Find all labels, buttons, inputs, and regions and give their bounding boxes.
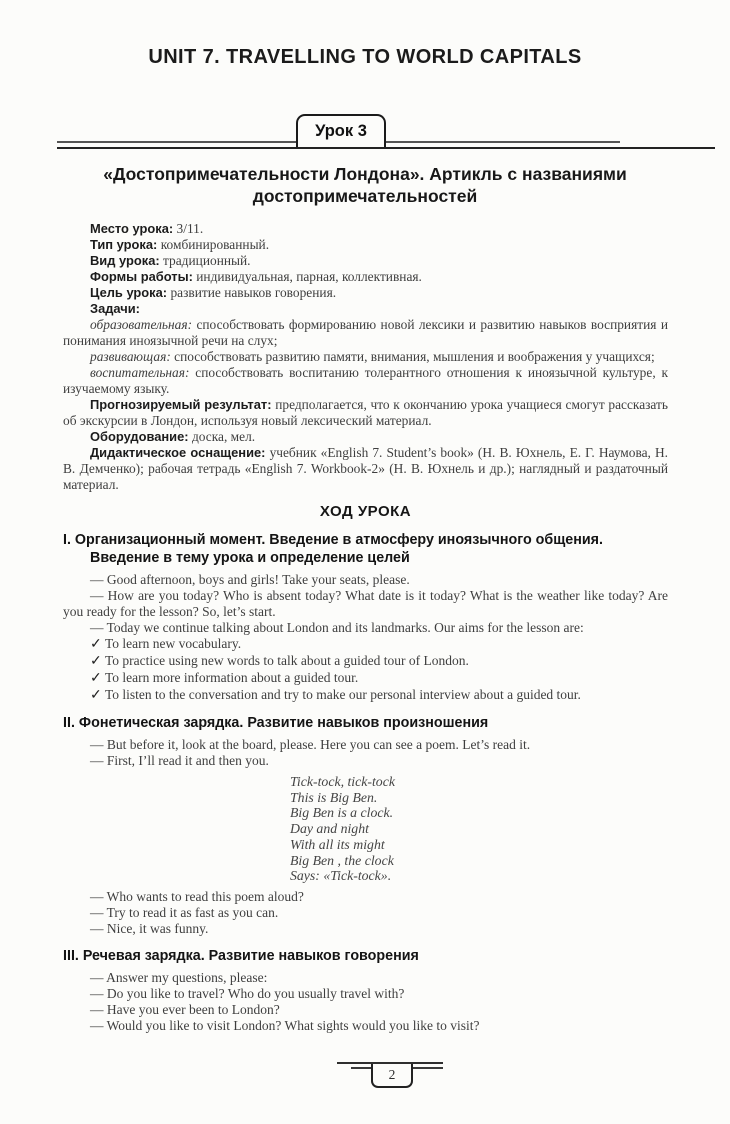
meta-value: комбинированный. — [160, 237, 270, 252]
page-number: 2 — [388, 1066, 396, 1082]
meta-label: Формы работы: — [90, 269, 193, 284]
course-of-lesson-heading: ХОД УРОКА — [319, 503, 412, 520]
meta-line-equipment — [63, 429, 668, 445]
dialogue-line: — Good afternoon, boys and girls! Take your seats, please. — [90, 572, 410, 587]
lesson-banner — [0, 112, 730, 149]
section-3-dialogue — [63, 970, 668, 1034]
poem-line: Big Ben is a clock. — [290, 805, 394, 821]
aim-item — [63, 636, 668, 653]
task-line-upbringing — [63, 365, 668, 397]
aim-item — [63, 670, 668, 687]
meta-value: предполагается, что к окончанию урока учащиеся смогут рассказать об экскурсии в Лондон, используя новый лексический материал. — [63, 397, 668, 428]
meta-line-didactic — [63, 445, 668, 493]
lesson-number-badge: Урок 3 — [296, 114, 386, 147]
meta-label: Задачи: — [90, 301, 140, 316]
task-text: способствовать формированию новой лексики и развитию навыков восприятия и понимания иноязычной речи на слух; — [63, 317, 668, 348]
lesson-title: «Достопримечательности Лондона». Артикль с названиями достопримечательностей — [103, 164, 627, 206]
meta-label: Прогнозируемый результат: — [90, 397, 272, 412]
meta-value: традиционный. — [163, 253, 251, 268]
aim-item — [63, 653, 668, 670]
dialogue-line: — Would you like to visit London? What sights would you like to visit? — [90, 1017, 480, 1033]
dialogue-line: — How are you today? Who is absent today? What date is it today? What is the weather like today? Are you ready for the lesson? So, let’s start. — [63, 588, 668, 619]
section-2-dialogue-after-poem — [63, 889, 668, 937]
meta-value: доска, мел. — [191, 429, 256, 444]
meta-label: Место урока: — [90, 221, 174, 236]
meta-value: учебник «English 7. Student’s book» (Н. В. Юхнель, Е. Г. Наумова, Н. В. Демченко); рабочая тетрадь «English 7. Workbook-2» (Н. В. Юхнель и др.); наглядный и раздаточный материал. — [63, 445, 668, 492]
meta-label: Дидактическое оснащение: — [90, 445, 266, 460]
section-1-dialogue — [63, 572, 668, 636]
page-footer — [0, 1060, 730, 1094]
poem-line: Says: «Tick-tock». — [290, 868, 392, 884]
lesson-aims-list — [63, 636, 668, 704]
aim-text: To practice using new words to talk about a guided tour of London. — [105, 653, 469, 668]
aim-item — [63, 687, 668, 704]
task-lead: воспитательная: — [90, 365, 190, 380]
poem-line: Tick-tock, tick-tock — [290, 774, 395, 789]
section-1-heading: I. Организационный момент. Введение в атмосферу иноязычного общения. Введение в тему урока и определение целей — [63, 532, 603, 566]
section-2-heading: II. Фонетическая зарядка. Развитие навыков произношения — [63, 715, 489, 731]
task-text: способствовать развитию памяти, внимания, мышления и воображения у учащихся; — [174, 349, 655, 364]
meta-value: 3/11. — [176, 221, 204, 236]
meta-line-tasks — [63, 301, 668, 317]
task-lead: образовательная: — [90, 317, 193, 332]
meta-label: Оборудование: — [90, 429, 189, 444]
meta-label: Цель урока: — [90, 285, 168, 300]
meta-line-type — [63, 237, 668, 253]
check-icon: ✓ — [90, 688, 102, 703]
poem-line: This is Big Ben. — [290, 789, 378, 805]
lesson-meta-block — [63, 221, 668, 493]
aim-text: To learn new vocabulary. — [105, 636, 242, 651]
poem-line: With all its might — [290, 836, 385, 852]
dialogue-line: — Do you like to travel? Who do you usually travel with? — [90, 985, 405, 1001]
dialogue-line: — Answer my questions, please: — [90, 969, 268, 985]
meta-label: Тип урока: — [90, 237, 158, 252]
meta-label: Вид урока: — [90, 253, 160, 268]
aim-text: To listen to the conversation and try to make our personal interview about a guided tour. — [105, 687, 581, 702]
poem-line: Day and night — [290, 821, 369, 837]
check-icon: ✓ — [90, 654, 102, 669]
dialogue-line: — Nice, it was funny. — [90, 920, 209, 936]
dialogue-line: — Who wants to read this poem aloud? — [90, 888, 304, 904]
task-lead: развивающая: — [90, 349, 171, 364]
meta-line-goal — [63, 285, 668, 301]
footer-rule-bottom-left — [351, 1067, 371, 1069]
section-3-heading: III. Речевая зарядка. Развитие навыков говорения — [63, 947, 419, 964]
dialogue-line: — Today we continue talking about London and its landmarks. Our aims for the lesson are: — [90, 620, 584, 635]
check-icon: ✓ — [90, 671, 102, 686]
dialogue-line: — But before it, look at the board, please. Here you can see a poem. Let’s read it. — [90, 737, 531, 752]
dialogue-line: — Try to read it as fast as you can. — [90, 904, 279, 920]
aim-text: To learn more information about a guided tour. — [105, 670, 359, 685]
meta-line-forms — [63, 269, 668, 285]
task-line-educational — [63, 317, 668, 349]
section-2-dialogue-before-poem — [63, 737, 668, 769]
task-text: способствовать воспитанию толерантного отношения к иноязычной культуре, к изучаемому языку. — [63, 365, 668, 396]
meta-value: развитие навыков говорения. — [170, 285, 337, 300]
dialogue-line: — First, I’ll read it and then you. — [90, 753, 269, 768]
check-icon: ✓ — [90, 637, 102, 652]
footer-rule-top — [337, 1062, 443, 1064]
banner-rule-bottom — [57, 147, 715, 150]
footer-rule-bottom-right — [409, 1067, 443, 1069]
task-line-developing — [63, 349, 668, 365]
meta-value: индивидуальная, парная, коллективная. — [196, 269, 422, 284]
dialogue-line: — Have you ever been to London? — [90, 1001, 280, 1017]
poem-line: Big Ben , the clock — [290, 852, 394, 868]
unit-title: UNIT 7. TRAVELLING TO WORLD CAPITALS — [148, 46, 582, 68]
meta-line-result — [63, 397, 668, 429]
meta-line-place — [63, 221, 668, 237]
meta-line-kind — [63, 253, 668, 269]
big-ben-poem — [290, 774, 668, 884]
page-number-box — [371, 1063, 413, 1088]
